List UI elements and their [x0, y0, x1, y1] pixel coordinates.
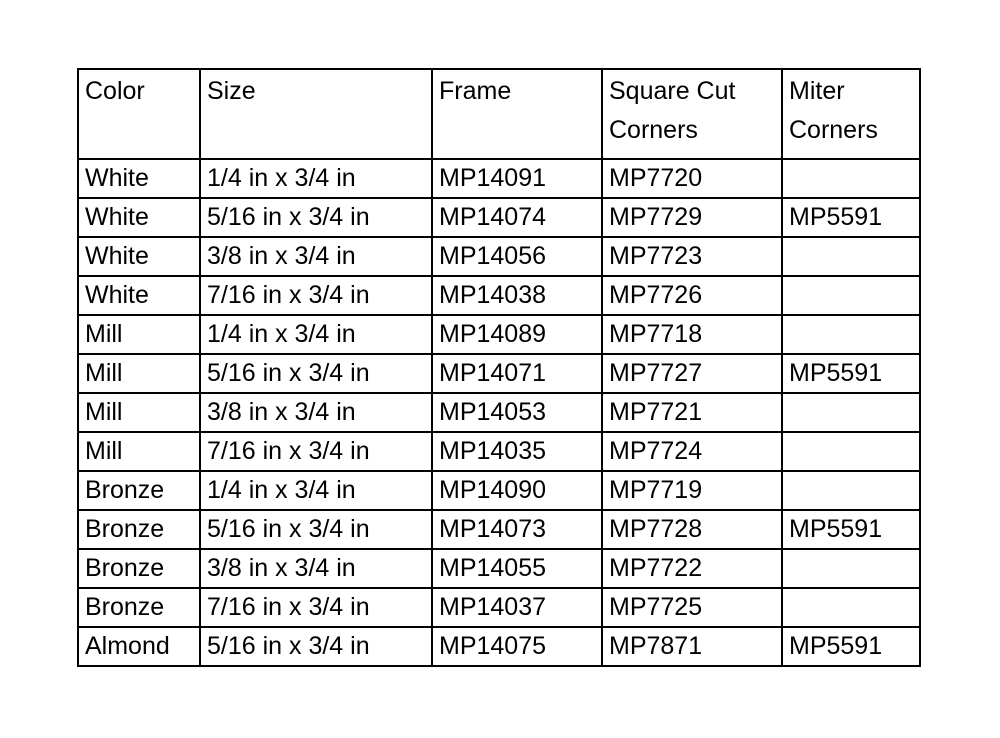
cell-size: 1/4 in x 3/4 in — [200, 471, 432, 510]
cell-color: White — [78, 198, 200, 237]
cell-frame: MP14056 — [432, 237, 602, 276]
cell-miter-corners — [782, 159, 920, 198]
cell-frame: MP14074 — [432, 198, 602, 237]
table-row — [78, 198, 920, 237]
table-row — [78, 549, 920, 588]
cell-frame: MP14075 — [432, 627, 602, 666]
table-row — [78, 471, 920, 510]
cell-frame: MP14055 — [432, 549, 602, 588]
cell-miter-corners — [782, 588, 920, 627]
cell-miter-corners — [782, 471, 920, 510]
table-row — [78, 627, 920, 666]
cell-square-cut-corners: MP7722 — [602, 549, 782, 588]
cell-size: 5/16 in x 3/4 in — [200, 627, 432, 666]
cell-size: 1/4 in x 3/4 in — [200, 159, 432, 198]
cell-frame: MP14038 — [432, 276, 602, 315]
cell-square-cut-corners: MP7718 — [602, 315, 782, 354]
cell-frame: MP14035 — [432, 432, 602, 471]
table-row — [78, 315, 920, 354]
header-square-cut-corners: Square Cut Corners — [602, 69, 782, 159]
cell-square-cut-corners: MP7729 — [602, 198, 782, 237]
cell-color: Bronze — [78, 588, 200, 627]
cell-miter-corners — [782, 432, 920, 471]
cell-square-cut-corners: MP7725 — [602, 588, 782, 627]
cell-color: Mill — [78, 432, 200, 471]
table-row — [78, 510, 920, 549]
header-size: Size — [200, 69, 432, 159]
cell-size: 1/4 in x 3/4 in — [200, 315, 432, 354]
cell-miter-corners: MP5591 — [782, 627, 920, 666]
cell-frame: MP14071 — [432, 354, 602, 393]
cell-square-cut-corners: MP7724 — [602, 432, 782, 471]
cell-color: White — [78, 276, 200, 315]
cell-color: Mill — [78, 354, 200, 393]
cell-frame: MP14073 — [432, 510, 602, 549]
cell-frame: MP14037 — [432, 588, 602, 627]
cell-size: 3/8 in x 3/4 in — [200, 549, 432, 588]
cell-square-cut-corners: MP7728 — [602, 510, 782, 549]
cell-color: White — [78, 159, 200, 198]
cell-size: 7/16 in x 3/4 in — [200, 432, 432, 471]
cell-miter-corners — [782, 237, 920, 276]
table-row — [78, 159, 920, 198]
cell-frame: MP14089 — [432, 315, 602, 354]
header-miter-corners: Miter Corners — [782, 69, 920, 159]
cell-size: 3/8 in x 3/4 in — [200, 393, 432, 432]
table-row — [78, 354, 920, 393]
table-body — [78, 159, 920, 666]
cell-square-cut-corners: MP7723 — [602, 237, 782, 276]
table-row — [78, 276, 920, 315]
cell-square-cut-corners: MP7727 — [602, 354, 782, 393]
table-header — [78, 69, 920, 159]
cell-square-cut-corners: MP7720 — [602, 159, 782, 198]
table-row — [78, 237, 920, 276]
cell-miter-corners: MP5591 — [782, 198, 920, 237]
cell-square-cut-corners: MP7721 — [602, 393, 782, 432]
cell-miter-corners — [782, 393, 920, 432]
header-row — [78, 69, 920, 159]
cell-square-cut-corners: MP7726 — [602, 276, 782, 315]
cell-frame: MP14091 — [432, 159, 602, 198]
table-row — [78, 393, 920, 432]
cell-square-cut-corners: MP7871 — [602, 627, 782, 666]
parts-table — [77, 68, 921, 667]
parts-table-container — [77, 68, 921, 667]
cell-color: Bronze — [78, 510, 200, 549]
cell-size: 7/16 in x 3/4 in — [200, 276, 432, 315]
cell-color: Almond — [78, 627, 200, 666]
cell-miter-corners: MP5591 — [782, 510, 920, 549]
cell-size: 7/16 in x 3/4 in — [200, 588, 432, 627]
header-frame: Frame — [432, 69, 602, 159]
cell-size: 5/16 in x 3/4 in — [200, 354, 432, 393]
cell-color: Mill — [78, 393, 200, 432]
cell-color: White — [78, 237, 200, 276]
cell-color: Bronze — [78, 471, 200, 510]
cell-miter-corners: MP5591 — [782, 354, 920, 393]
cell-size: 3/8 in x 3/4 in — [200, 237, 432, 276]
cell-square-cut-corners: MP7719 — [602, 471, 782, 510]
table-row — [78, 432, 920, 471]
cell-miter-corners — [782, 276, 920, 315]
cell-frame: MP14053 — [432, 393, 602, 432]
cell-color: Mill — [78, 315, 200, 354]
cell-frame: MP14090 — [432, 471, 602, 510]
header-color: Color — [78, 69, 200, 159]
cell-miter-corners — [782, 315, 920, 354]
table-row — [78, 588, 920, 627]
cell-miter-corners — [782, 549, 920, 588]
cell-color: Bronze — [78, 549, 200, 588]
cell-size: 5/16 in x 3/4 in — [200, 510, 432, 549]
cell-size: 5/16 in x 3/4 in — [200, 198, 432, 237]
